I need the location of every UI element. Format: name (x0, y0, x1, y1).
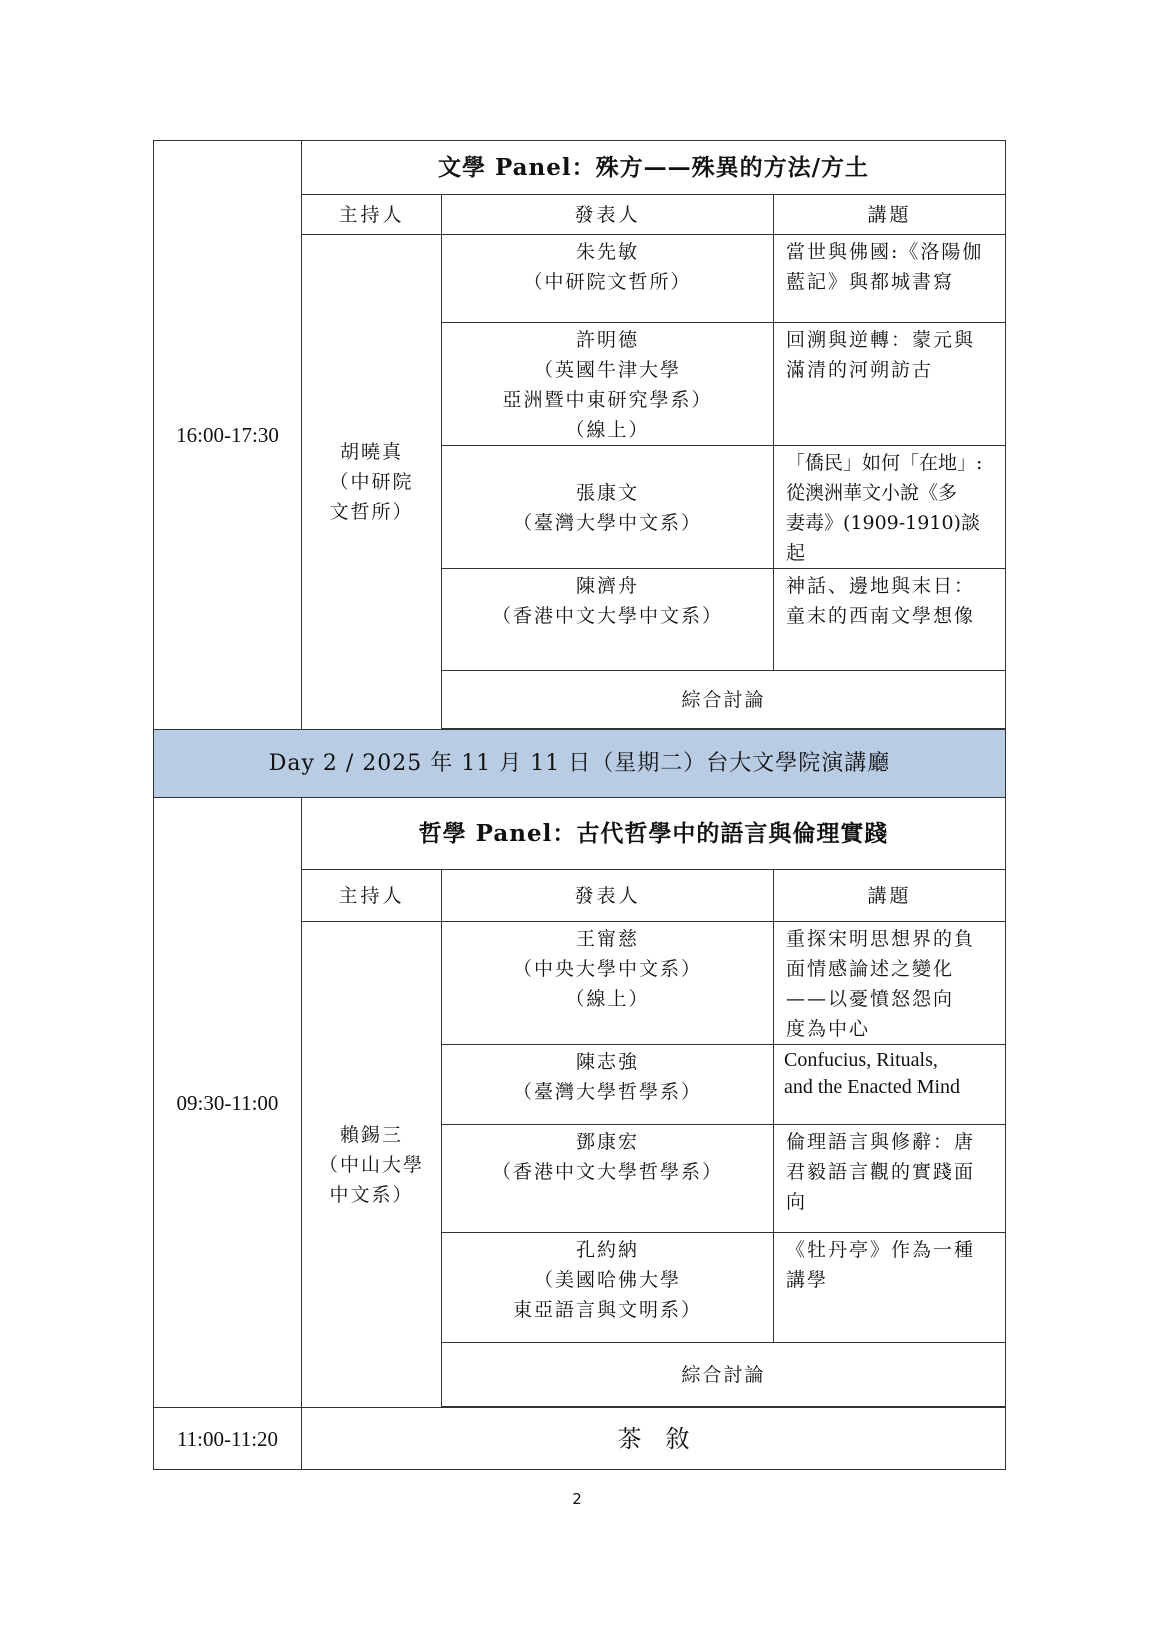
session1-title: 文學 Panel：殊方——殊異的方法/方土 (302, 141, 1006, 195)
tea-time: 11:00-11:20 (154, 1408, 302, 1470)
session1-header-host: 主持人 (302, 195, 442, 235)
day2-banner: Day 2 / 2025 年 11 月 11 日（星期二）台大文學院演講廳 (154, 730, 1006, 798)
session1-speaker-2: 許明德 （英國牛津大學 亞洲暨中東研究學系） （線上） (442, 323, 774, 446)
session1-topic-4: 神話、邊地與末日： 童末的西南文學想像 (774, 569, 1006, 671)
session2-title: 哲學 Panel：古代哲學中的語言與倫理實踐 (302, 798, 1006, 870)
session1-speaker-4: 陳濟舟 （香港中文大學中文系） (442, 569, 774, 671)
session1-time: 16:00-17:30 (154, 141, 302, 730)
session1-header-speaker: 發表人 (442, 195, 774, 235)
session2-header-host: 主持人 (302, 870, 442, 922)
session2-topic-3: 倫理語言與修辭：唐 君毅語言觀的實踐面 向 (774, 1125, 1006, 1233)
session2-topic-1: 重探宋明思想界的負 面情感論述之變化 ——以憂憤怒怨向 度為中心 (774, 922, 1006, 1045)
tea-label: 茶 敘 (302, 1408, 1006, 1470)
session1-topic-2: 回溯與逆轉：蒙元與 滿清的河朔訪古 (774, 323, 1006, 446)
page-number: 2 (572, 1490, 582, 1508)
session2-speaker-4: 孔約納 （美國哈佛大學 東亞語言與文明系） (442, 1233, 774, 1343)
schedule-table (153, 140, 1006, 1470)
session2-topic-4: 《牡丹亭》作為一種 講學 (774, 1233, 1006, 1343)
session2-speaker-1: 王甯慈 （中央大學中文系） （線上） (442, 922, 774, 1045)
session1-speaker-3: 張康文 （臺灣大學中文系） (442, 446, 774, 569)
session1-host: 胡曉真 （中研院 文哲所） (302, 235, 442, 730)
session1-header-topic: 講題 (774, 195, 1006, 235)
session1-topic-3: 「僑民」如何「在地」: 從澳洲華文小說《多 妻毒》(1909-1910)談 起 (774, 446, 1006, 569)
session2-speaker-3: 鄧康宏 （香港中文大學哲學系） (442, 1125, 774, 1233)
session1-speaker-1: 朱先敏 （中研院文哲所） (442, 235, 774, 323)
session2-speaker-2: 陳志強 （臺灣大學哲學系） (442, 1045, 774, 1125)
session1-discussion: 綜合討論 (442, 671, 1006, 729)
session1-topic-1: 當世與佛國:《洛陽伽 藍記》與都城書寫 (774, 235, 1006, 323)
session2-header-speaker: 發表人 (442, 870, 774, 922)
session2-discussion: 綜合討論 (442, 1343, 1006, 1407)
session2-topic-2: Confucius, Rituals, and the Enacted Mind (774, 1045, 1006, 1125)
session2-time: 09:30-11:00 (154, 798, 302, 1408)
session2-host: 賴錫三 （中山大學 中文系） (302, 922, 442, 1408)
session2-header-topic: 講題 (774, 870, 1006, 922)
